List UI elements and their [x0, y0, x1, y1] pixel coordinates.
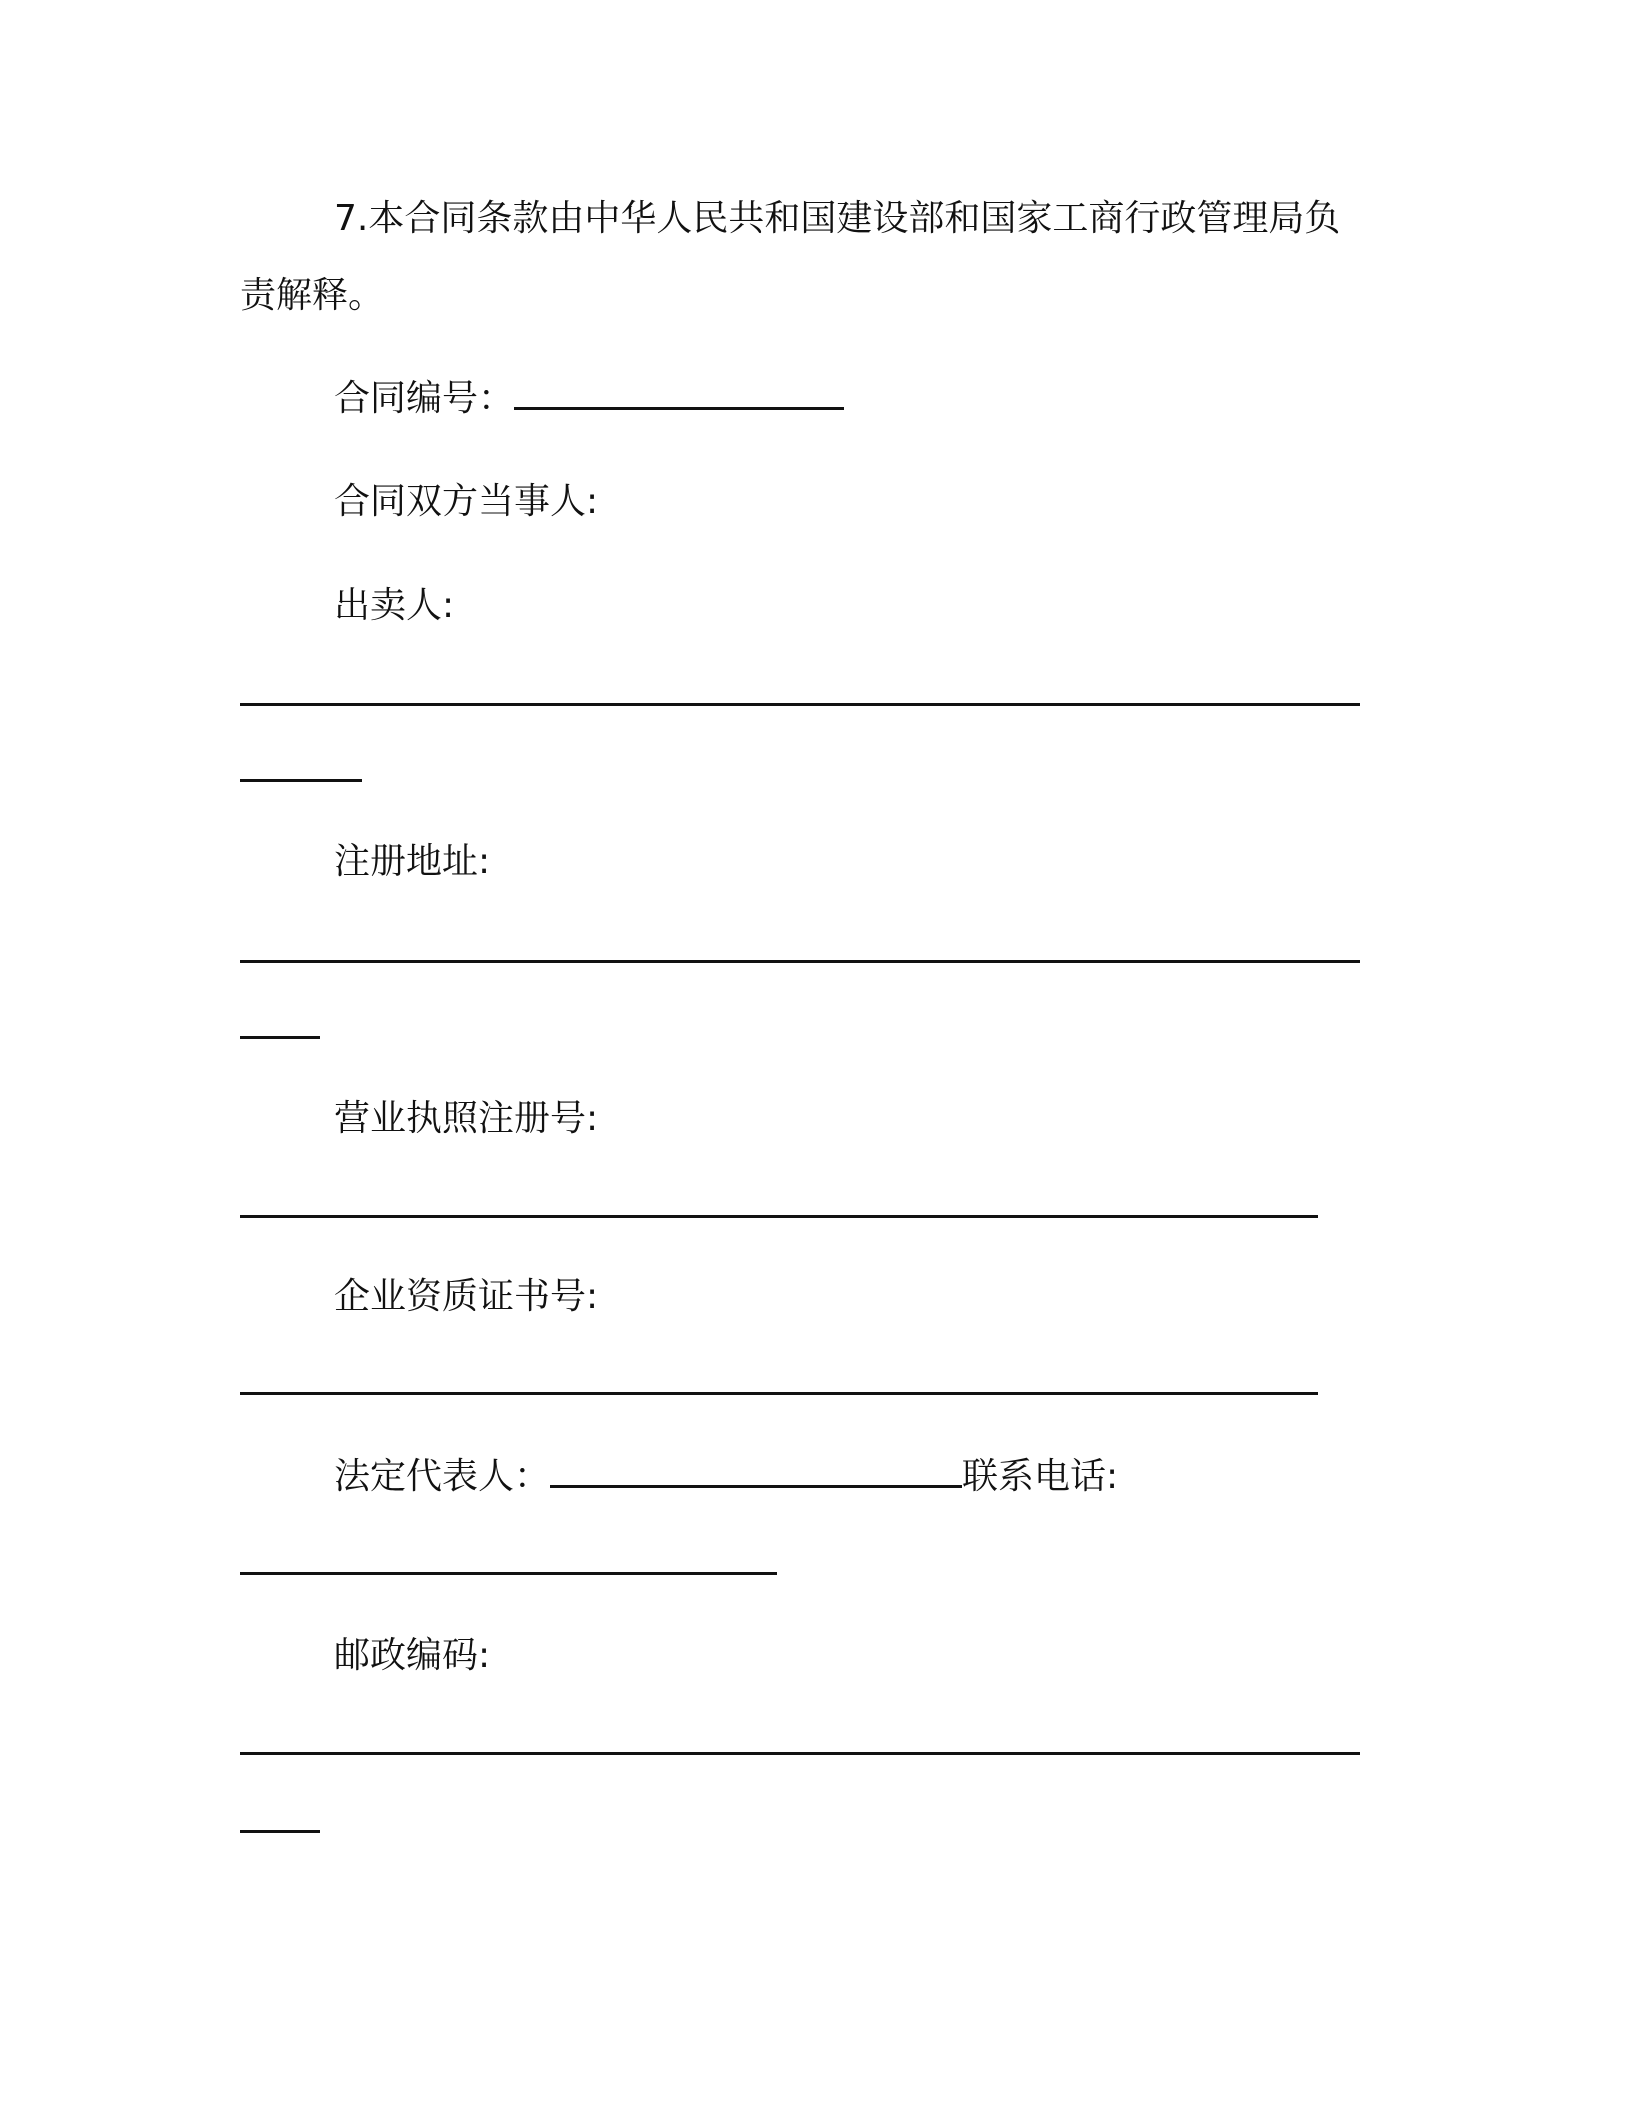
- reg-address-blank-line-2[interactable]: [240, 1036, 320, 1039]
- contract-number-label: 合同编号：: [334, 378, 515, 419]
- postcode-blank-line-2[interactable]: [240, 1830, 320, 1833]
- reg-address-blank-line-1[interactable]: [240, 960, 1360, 963]
- seller-blank-line-1[interactable]: [240, 703, 1360, 706]
- phone-label: 联系电话:: [962, 1456, 1119, 1497]
- contract-number-blank[interactable]: [514, 377, 844, 410]
- legal-rep-row: [334, 1453, 1118, 1501]
- legal-rep-label: 法定代表人：: [334, 1456, 551, 1497]
- license-number-label: 营业执照注册号:: [334, 1098, 599, 1139]
- legal-rep-blank[interactable]: [550, 1455, 962, 1488]
- contract-number-row: [334, 375, 844, 423]
- postcode-label: 邮政编码:: [334, 1635, 491, 1676]
- clause-7-line-2: 责解释。: [240, 275, 385, 316]
- license-number-blank[interactable]: [240, 1215, 1318, 1218]
- qualification-number-label: 企业资质证书号:: [334, 1276, 599, 1317]
- seller-blank-line-2[interactable]: [240, 779, 362, 782]
- postcode-blank-line-1[interactable]: [240, 1752, 1360, 1755]
- parties-label: 合同双方当事人:: [334, 481, 599, 522]
- phone-blank[interactable]: [240, 1572, 777, 1575]
- qualification-number-blank[interactable]: [240, 1392, 1318, 1395]
- clause-7-line-1: 7.本合同条款由中华人民共和国建设部和国家工商行政管理局负: [334, 198, 1341, 239]
- reg-address-label: 注册地址:: [334, 841, 491, 882]
- seller-label: 出卖人:: [334, 585, 455, 626]
